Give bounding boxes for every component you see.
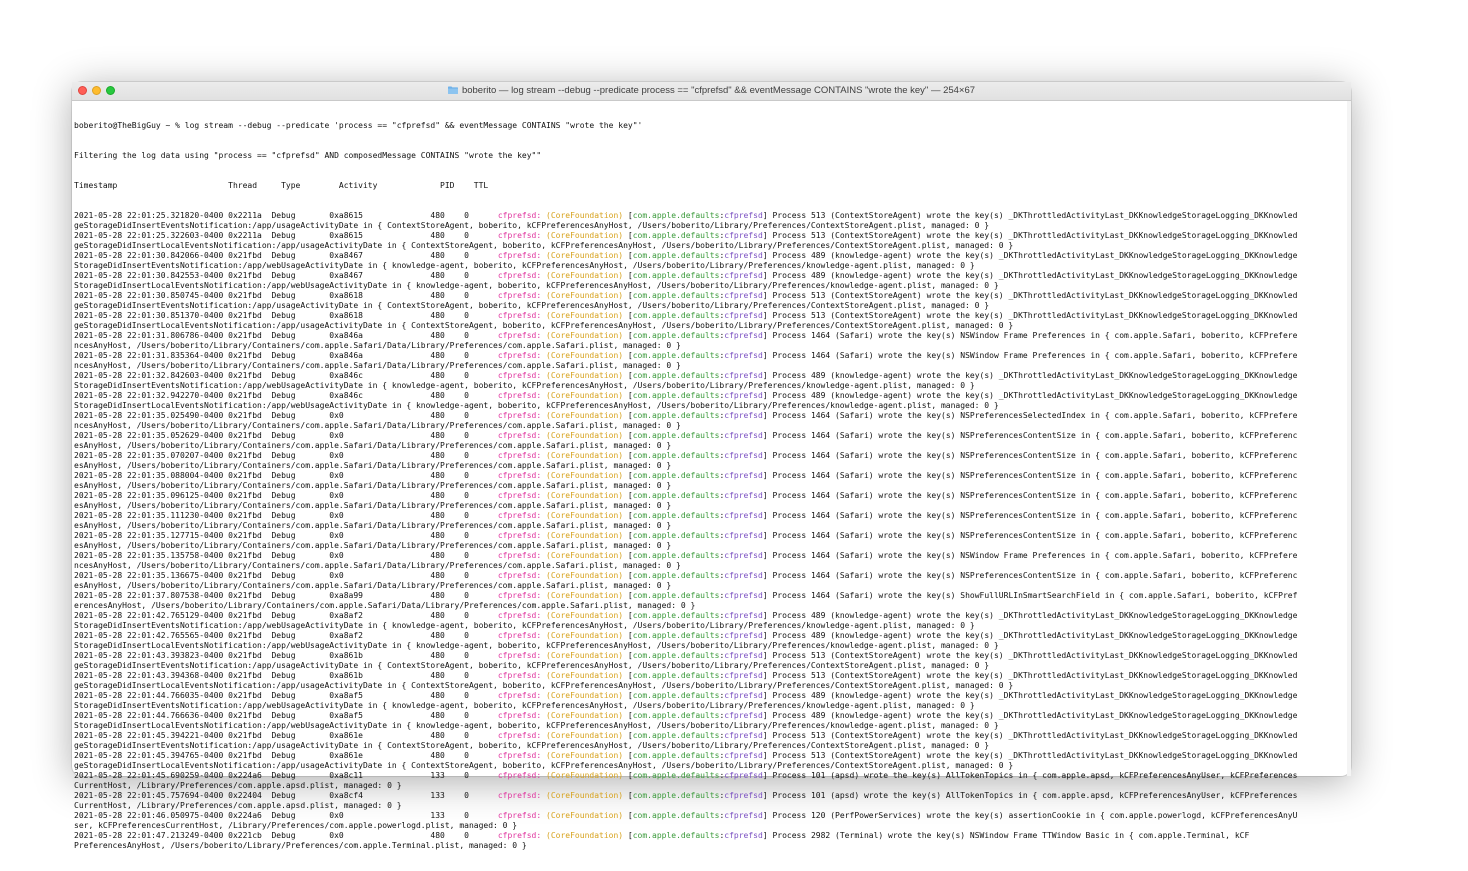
log-continuation: geStorageDidInsertEventsNotification:/app/usageActivityDate in { ContextStoreAgent, boberito, kCFPreferencesAnyHost, /Users/boberito/Library/Preferences/ContextStoreAgent.plist, managed: 0 }: [74, 301, 990, 310]
scrollbar[interactable]: [1347, 101, 1351, 776]
subsystem-name: com.apple.defaults: [632, 371, 720, 380]
log-line: 2021-05-28 22:01:42.765565-0400 0x21fbd Debug 0xa8af2 480 0 cfprefsd: (CoreFoundation) [com.apple.defaults:cfprefsd] Process 489 (knowledge-agent) wrote the key(s) _DKThrottledActivityLast_DKKnowledgeStorageLogging_DKKnowledge: [74, 631, 1298, 640]
log-continuation: ncesAnyHost, /Users/boberito/Library/Containers/com.apple.Safari/Data/Library/Preferences/com.apple.Safari.plist, managed: 0 }: [74, 421, 681, 430]
log-line: 2021-05-28 22:01:35.025490-0400 0x21fbd Debug 0x0 480 0 cfprefsd: (CoreFoundation) [com.apple.defaults:cfprefsd] Process 1464 (Safari) wrote the key(s) NSPreferencesSelectedIndex in { com.apple.Safari, boberito, kCFPrefere: [74, 411, 1298, 420]
log-message: Process 513 (ContextStoreAgent) wrote the key(s) _DKThrottledActivityLast_DKKnowledgeStorageLogging_DKKnowled: [772, 311, 1298, 320]
column-header: Timestamp Thread Type Activity PID TTL: [74, 181, 489, 190]
log-line: 2021-05-28 22:01:47.213249-0400 0x221cb Debug 0x0 480 0 cfprefsd: (CoreFoundation) [com.apple.defaults:cfprefsd] Process 2982 (Terminal) wrote the key(s) NSWindow Frame TTWindow Basic in { com.apple.Terminal, kCF: [74, 831, 1250, 840]
category-name: cfprefsd: [724, 691, 763, 700]
category-name: cfprefsd: [724, 651, 763, 660]
log-message: Process 489 (knowledge-agent) wrote the key(s) _DKThrottledActivityLast_DKKnowledgeStorageLogging_DKKnowledge: [772, 271, 1298, 280]
log-head: 2021-05-28 22:01:45.394221-0400 0x21fbd Debug 0xa861e 480 0: [74, 731, 498, 740]
log-message: Process 489 (knowledge-agent) wrote the key(s) _DKThrottledActivityLast_DKKnowledgeStorageLogging_DKKnowledge: [772, 611, 1298, 620]
log-line: 2021-05-28 22:01:31.806786-0400 0x21fbd Debug 0xa846a 480 0 cfprefsd: (CoreFoundation) [com.apple.defaults:cfprefsd] Process 1464 (Safari) wrote the key(s) NSWindow Frame Preferences in { com.apple.Safari, boberito, kCFPrefere: [74, 331, 1298, 340]
category-name: cfprefsd: [724, 251, 763, 260]
process-name: cfprefsd:: [497, 771, 542, 780]
process-name: cfprefsd:: [497, 231, 542, 240]
log-line: 2021-05-28 22:01:32.842603-0400 0x21fbd Debug 0xa846c 480 0 cfprefsd: (CoreFoundation) [com.apple.defaults:cfprefsd] Process 489 (knowledge-agent) wrote the key(s) _DKThrottledActivityLast_DKKnowledgeStorageLogging_DKKnowledge: [74, 371, 1298, 380]
window-title: [72, 82, 1351, 100]
process-name: cfprefsd:: [497, 811, 542, 820]
category-name: cfprefsd: [724, 411, 763, 420]
log-line: 2021-05-28 22:01:37.807538-0400 0x21fbd Debug 0xa8a99 480 0 cfprefsd: (CoreFoundation) [com.apple.defaults:cfprefsd] Process 1464 (Safari) wrote the key(s) ShowFullURLInSmartSearchField in { com.apple.Safari, boberito, kCFPref: [74, 591, 1298, 600]
log-head: 2021-05-28 22:01:37.807538-0400 0x21fbd Debug 0xa8a99 480 0: [74, 591, 498, 600]
log-continuation: erencesAnyHost, /Users/boberito/Library/Containers/com.apple.Safari/Data/Library/Preferences/com.apple.Safari.plist, managed: 0 }: [74, 601, 696, 610]
category-name: cfprefsd: [724, 211, 763, 220]
process-name: cfprefsd:: [497, 711, 542, 720]
log-head: 2021-05-28 22:01:43.394368-0400 0x21fbd Debug 0xa861b 480 0: [74, 671, 498, 680]
command-prompt: boberito@TheBigGuy ~ % log stream --debug --predicate 'process == "cfprefsd" && eventMessage CONTAINS "wrote the key"': [74, 121, 643, 130]
log-head: 2021-05-28 22:01:32.842603-0400 0x21fbd Debug 0xa846c 480 0: [74, 371, 498, 380]
category-name: cfprefsd: [724, 471, 763, 480]
log-message: Process 1464 (Safari) wrote the key(s) NSPreferencesSelectedIndex in { com.apple.Safari, boberito, kCFPrefere: [772, 411, 1298, 420]
log-head: 2021-05-28 22:01:31.835364-0400 0x21fbd Debug 0xa846a 480 0: [74, 351, 498, 360]
library-name: (CoreFoundation): [546, 431, 624, 440]
log-head: 2021-05-28 22:01:45.394765-0400 0x21fbd Debug 0xa861e 480 0: [74, 751, 498, 760]
process-name: cfprefsd:: [497, 211, 542, 220]
library-name: (CoreFoundation): [546, 531, 624, 540]
log-message: Process 513 (ContextStoreAgent) wrote the key(s) _DKThrottledActivityLast_DKKnowledgeStorageLogging_DKKnowled: [772, 671, 1298, 680]
log-message: Process 1464 (Safari) wrote the key(s) ShowFullURLInSmartSearchField in { com.apple.Safari, boberito, kCFPref: [772, 591, 1298, 600]
log-line: 2021-05-28 22:01:46.050975-0400 0x224a6 Debug 0x0 133 0 cfprefsd: (CoreFoundation) [com.apple.defaults:cfprefsd] Process 120 (PerfPowerServices) wrote the key(s) assertionCookie in { com.apple.powerlogd, kCFPreferencesAnyU: [74, 811, 1298, 820]
library-name: (CoreFoundation): [546, 791, 624, 800]
subsystem-name: com.apple.defaults: [632, 551, 720, 560]
process-name: cfprefsd:: [497, 531, 542, 540]
library-name: (CoreFoundation): [546, 411, 624, 420]
log-line: 2021-05-28 22:01:35.052629-0400 0x21fbd Debug 0x0 480 0 cfprefsd: (CoreFoundation) [com.apple.defaults:cfprefsd] Process 1464 (Safari) wrote the key(s) NSPreferencesContentSize in { com.apple.Safari, boberito, kCFPreferenc: [74, 431, 1298, 440]
log-continuation: StorageDidInsertEventsNotification:/app/webUsageActivityDate in { knowledge-agent, boberito, kCFPreferencesAnyHost, /Users/boberito/Library/Preferences/knowledge-agent.plist, managed: 0 }: [74, 701, 975, 710]
log-head: 2021-05-28 22:01:30.842066-0400 0x21fbd Debug 0xa8467 480 0: [74, 251, 498, 260]
subsystem-name: com.apple.defaults: [632, 651, 720, 660]
subsystem-name: com.apple.defaults: [632, 311, 720, 320]
log-message: Process 120 (PerfPowerServices) wrote the key(s) assertionCookie in { com.apple.powerlogd, kCFPreferencesAnyU: [772, 811, 1298, 820]
log-continuation: CurrentHost, /Library/Preferences/com.apple.apsd.plist, managed: 0 }: [74, 781, 402, 790]
log-line: 2021-05-28 22:01:25.322603-0400 0x2211a Debug 0xa8615 480 0 cfprefsd: (CoreFoundation) [com.apple.defaults:cfprefsd] Process 513 (ContextStoreAgent) wrote the key(s) _DKThrottledActivityLast_DKKnowledgeStorageLogging_DKKnowled: [74, 231, 1298, 240]
subsystem-name: com.apple.defaults: [632, 691, 720, 700]
category-name: cfprefsd: [724, 231, 763, 240]
subsystem-name: com.apple.defaults: [632, 671, 720, 680]
library-name: (CoreFoundation): [546, 751, 624, 760]
terminal-output[interactable]: [74, 101, 1347, 850]
process-name: cfprefsd:: [497, 791, 542, 800]
process-name: cfprefsd:: [497, 371, 542, 380]
category-name: cfprefsd: [724, 611, 763, 620]
process-name: cfprefsd:: [497, 611, 542, 620]
log-line: 2021-05-28 22:01:35.127715-0400 0x21fbd Debug 0x0 480 0 cfprefsd: (CoreFoundation) [com.apple.defaults:cfprefsd] Process 1464 (Safari) wrote the key(s) NSPreferencesContentSize in { com.apple.Safari, boberito, kCFPreferenc: [74, 531, 1298, 540]
log-message: Process 1464 (Safari) wrote the key(s) NSWindow Frame Preferences in { com.apple.Safari, boberito, kCFPrefere: [772, 331, 1298, 340]
folder-icon: [448, 86, 458, 94]
log-head: 2021-05-28 22:01:35.111230-0400 0x21fbd Debug 0x0 480 0: [74, 511, 498, 520]
log-line: 2021-05-28 22:01:31.835364-0400 0x21fbd Debug 0xa846a 480 0 cfprefsd: (CoreFoundation) [com.apple.defaults:cfprefsd] Process 1464 (Safari) wrote the key(s) NSWindow Frame Preferences in { com.apple.Safari, boberito, kCFPrefere: [74, 351, 1298, 360]
subsystem-name: com.apple.defaults: [632, 571, 720, 580]
library-name: (CoreFoundation): [546, 771, 624, 780]
log-line: 2021-05-28 22:01:32.942270-0400 0x21fbd Debug 0xa846c 480 0 cfprefsd: (CoreFoundation) [com.apple.defaults:cfprefsd] Process 489 (knowledge-agent) wrote the key(s) _DKThrottledActivityLast_DKKnowledgeStorageLogging_DKKnowledge: [74, 391, 1298, 400]
log-message: Process 1464 (Safari) wrote the key(s) NSPreferencesContentSize in { com.apple.Safari, boberito, kCFPreferenc: [772, 571, 1298, 580]
library-name: (CoreFoundation): [546, 251, 624, 260]
library-name: (CoreFoundation): [546, 391, 624, 400]
log-continuation: StorageDidInsertLocalEventsNotification:/app/webUsageActivityDate in { knowledge-agent, boberito, kCFPreferencesAnyHost, /Users/boberito/Library/Preferences/knowledge-agent.plist, managed: 0 }: [74, 401, 999, 410]
library-name: (CoreFoundation): [546, 671, 624, 680]
subsystem-name: com.apple.defaults: [632, 231, 720, 240]
library-name: (CoreFoundation): [546, 451, 624, 460]
process-name: cfprefsd:: [497, 351, 542, 360]
library-name: (CoreFoundation): [546, 691, 624, 700]
log-continuation: StorageDidInsertEventsNotification:/app/webUsageActivityDate in { knowledge-agent, boberito, kCFPreferencesAnyHost, /Users/boberito/Library/Preferences/knowledge-agent.plist, managed: 0 }: [74, 621, 975, 630]
log-continuation: geStorageDidInsertEventsNotification:/app/usageActivityDate in { ContextStoreAgent, boberito, kCFPreferencesAnyHost, /Users/boberito/Library/Preferences/ContextStoreAgent.plist, managed: 0 }: [74, 661, 990, 670]
log-head: 2021-05-28 22:01:47.213249-0400 0x221cb Debug 0x0 480 0: [74, 831, 498, 840]
log-continuation: geStorageDidInsertLocalEventsNotification:/app/usageActivityDate in { ContextStoreAgent, boberito, kCFPreferencesAnyHost, /Users/boberito/Library/Preferences/ContextStoreAgent.plist, managed: 0 }: [74, 681, 1014, 690]
title-bar[interactable]: [72, 82, 1351, 101]
log-continuation: ncesAnyHost, /Users/boberito/Library/Containers/com.apple.Safari/Data/Library/Preferences/com.apple.Safari.plist, managed: 0 }: [74, 561, 681, 570]
log-message: Process 1464 (Safari) wrote the key(s) NSPreferencesContentSize in { com.apple.Safari, boberito, kCFPreferenc: [772, 531, 1298, 540]
log-message: Process 489 (knowledge-agent) wrote the key(s) _DKThrottledActivityLast_DKKnowledgeStorageLogging_DKKnowledge: [772, 371, 1298, 380]
process-name: cfprefsd:: [497, 391, 542, 400]
category-name: cfprefsd: [724, 711, 763, 720]
log-head: 2021-05-28 22:01:35.127715-0400 0x21fbd Debug 0x0 480 0: [74, 531, 498, 540]
log-continuation: StorageDidInsertLocalEventsNotification:/app/webUsageActivityDate in { knowledge-agent, boberito, kCFPreferencesAnyHost, /Users/boberito/Library/Preferences/knowledge-agent.plist, managed: 0 }: [74, 281, 999, 290]
process-name: cfprefsd:: [497, 631, 542, 640]
log-line: 2021-05-28 22:01:42.765129-0400 0x21fbd Debug 0xa8af2 480 0 cfprefsd: (CoreFoundation) [com.apple.defaults:cfprefsd] Process 489 (knowledge-agent) wrote the key(s) _DKThrottledActivityLast_DKKnowledgeStorageLogging_DKKnowledge: [74, 611, 1298, 620]
log-line: 2021-05-28 22:01:43.394368-0400 0x21fbd Debug 0xa861b 480 0 cfprefsd: (CoreFoundation) [com.apple.defaults:cfprefsd] Process 513 (ContextStoreAgent) wrote the key(s) _DKThrottledActivityLast_DKKnowledgeStorageLogging_DKKnowled: [74, 671, 1298, 680]
terminal-window[interactable]: [72, 82, 1351, 850]
log-line: 2021-05-28 22:01:44.766636-0400 0x21fbd Debug 0xa8af5 480 0 cfprefsd: (CoreFoundation) [com.apple.defaults:cfprefsd] Process 489 (knowledge-agent) wrote the key(s) _DKThrottledActivityLast_DKKnowledgeStorageLogging_DKKnowledge: [74, 711, 1298, 720]
library-name: (CoreFoundation): [546, 591, 624, 600]
process-name: cfprefsd:: [497, 831, 542, 840]
subsystem-name: com.apple.defaults: [632, 451, 720, 460]
log-continuation: esAnyHost, /Users/boberito/Library/Containers/com.apple.Safari/Data/Library/Preferences/com.apple.Safari.plist, managed: 0 }: [74, 501, 672, 510]
library-name: (CoreFoundation): [546, 571, 624, 580]
log-message: Process 513 (ContextStoreAgent) wrote the key(s) _DKThrottledActivityLast_DKKnowledgeStorageLogging_DKKnowled: [772, 211, 1298, 220]
log-continuation: StorageDidInsertLocalEventsNotification:/app/webUsageActivityDate in { knowledge-agent, boberito, kCFPreferencesAnyHost, /Users/boberito/Library/Preferences/knowledge-agent.plist, managed: 0 }: [74, 641, 999, 650]
log-head: 2021-05-28 22:01:35.136675-0400 0x21fbd Debug 0x0 480 0: [74, 571, 498, 580]
log-message: Process 489 (knowledge-agent) wrote the key(s) _DKThrottledActivityLast_DKKnowledgeStorageLogging_DKKnowledge: [772, 391, 1298, 400]
process-name: cfprefsd:: [497, 491, 542, 500]
log-line: 2021-05-28 22:01:45.394765-0400 0x21fbd Debug 0xa861e 480 0 cfprefsd: (CoreFoundation) [com.apple.defaults:cfprefsd] Process 513 (ContextStoreAgent) wrote the key(s) _DKThrottledActivityLast_DKKnowledgeStorageLogging_DKKnowled: [74, 751, 1298, 760]
process-name: cfprefsd:: [497, 551, 542, 560]
subsystem-name: com.apple.defaults: [632, 271, 720, 280]
process-name: cfprefsd:: [497, 411, 542, 420]
log-continuation: esAnyHost, /Users/boberito/Library/Containers/com.apple.Safari/Data/Library/Preferences/com.apple.Safari.plist, managed: 0 }: [74, 521, 672, 530]
log-line: 2021-05-28 22:01:45.394221-0400 0x21fbd Debug 0xa861e 480 0 cfprefsd: (CoreFoundation) [com.apple.defaults:cfprefsd] Process 513 (ContextStoreAgent) wrote the key(s) _DKThrottledActivityLast_DKKnowledgeStorageLogging_DKKnowled: [74, 731, 1298, 740]
log-continuation: esAnyHost, /Users/boberito/Library/Containers/com.apple.Safari/Data/Library/Preferences/com.apple.Safari.plist, managed: 0 }: [74, 581, 672, 590]
subsystem-name: com.apple.defaults: [632, 351, 720, 360]
category-name: cfprefsd: [724, 291, 763, 300]
category-name: cfprefsd: [724, 531, 763, 540]
subsystem-name: com.apple.defaults: [632, 431, 720, 440]
log-continuation: esAnyHost, /Users/boberito/Library/Containers/com.apple.Safari/Data/Library/Preferences/com.apple.Safari.plist, managed: 0 }: [74, 461, 672, 470]
log-message: Process 2982 (Terminal) wrote the key(s) NSWindow Frame TTWindow Basic in { com.apple.Terminal, kCF: [772, 831, 1250, 840]
log-line: 2021-05-28 22:01:30.842553-0400 0x21fbd Debug 0xa8467 480 0 cfprefsd: (CoreFoundation) [com.apple.defaults:cfprefsd] Process 489 (knowledge-agent) wrote the key(s) _DKThrottledActivityLast_DKKnowledgeStorageLogging_DKKnowledge: [74, 271, 1298, 280]
log-head: 2021-05-28 22:01:44.766636-0400 0x21fbd Debug 0xa8af5 480 0: [74, 711, 498, 720]
category-name: cfprefsd: [724, 391, 763, 400]
library-name: (CoreFoundation): [546, 291, 624, 300]
process-name: cfprefsd:: [497, 691, 542, 700]
log-head: 2021-05-28 22:01:30.842553-0400 0x21fbd Debug 0xa8467 480 0: [74, 271, 498, 280]
category-name: cfprefsd: [724, 271, 763, 280]
category-name: cfprefsd: [724, 791, 763, 800]
log-message: Process 1464 (Safari) wrote the key(s) NSPreferencesContentSize in { com.apple.Safari, boberito, kCFPreferenc: [772, 511, 1298, 520]
library-name: (CoreFoundation): [546, 511, 624, 520]
log-message: Process 489 (knowledge-agent) wrote the key(s) _DKThrottledActivityLast_DKKnowledgeStorageLogging_DKKnowledge: [772, 691, 1298, 700]
log-continuation: PreferencesAnyHost, /Users/boberito/Library/Preferences/com.apple.Terminal.plist, managed: 0 }: [74, 841, 527, 850]
category-name: cfprefsd: [724, 311, 763, 320]
category-name: cfprefsd: [724, 631, 763, 640]
process-name: cfprefsd:: [497, 671, 542, 680]
subsystem-name: com.apple.defaults: [632, 731, 720, 740]
process-name: cfprefsd:: [497, 751, 542, 760]
subsystem-name: com.apple.defaults: [632, 771, 720, 780]
category-name: cfprefsd: [724, 771, 763, 780]
log-continuation: esAnyHost, /Users/boberito/Library/Containers/com.apple.Safari/Data/Library/Preferences/com.apple.Safari.plist, managed: 0 }: [74, 481, 672, 490]
log-message: Process 513 (ContextStoreAgent) wrote the key(s) _DKThrottledActivityLast_DKKnowledgeStorageLogging_DKKnowled: [772, 651, 1298, 660]
log-head: 2021-05-28 22:01:30.850745-0400 0x21fbd Debug 0xa8618 480 0: [74, 291, 498, 300]
log-continuation: StorageDidInsertLocalEventsNotification:/app/webUsageActivityDate in { knowledge-agent, boberito, kCFPreferencesAnyHost, /Users/boberito/Library/Preferences/knowledge-agent.plist, managed: 0 }: [74, 721, 999, 730]
process-name: cfprefsd:: [497, 571, 542, 580]
process-name: cfprefsd:: [497, 291, 542, 300]
log-continuation: CurrentHost, /Library/Preferences/com.apple.apsd.plist, managed: 0 }: [74, 801, 402, 810]
log-line: 2021-05-28 22:01:44.766035-0400 0x21fbd Debug 0xa8af5 480 0 cfprefsd: (CoreFoundation) [com.apple.defaults:cfprefsd] Process 489 (knowledge-agent) wrote the key(s) _DKThrottledActivityLast_DKKnowledgeStorageLogging_DKKnowledge: [74, 691, 1298, 700]
log-message: Process 489 (knowledge-agent) wrote the key(s) _DKThrottledActivityLast_DKKnowledgeStorageLogging_DKKnowledge: [772, 631, 1298, 640]
subsystem-name: com.apple.defaults: [632, 831, 720, 840]
log-head: 2021-05-28 22:01:35.135758-0400 0x21fbd Debug 0x0 480 0: [74, 551, 498, 560]
subsystem-name: com.apple.defaults: [632, 791, 720, 800]
log-head: 2021-05-28 22:01:35.025490-0400 0x21fbd Debug 0x0 480 0: [74, 411, 498, 420]
log-head: 2021-05-28 22:01:25.321820-0400 0x2211a Debug 0xa8615 480 0: [74, 211, 498, 220]
log-head: 2021-05-28 22:01:32.942270-0400 0x21fbd Debug 0xa846c 480 0: [74, 391, 498, 400]
log-line: 2021-05-28 22:01:25.321820-0400 0x2211a Debug 0xa8615 480 0 cfprefsd: (CoreFoundation) [com.apple.defaults:cfprefsd] Process 513 (ContextStoreAgent) wrote the key(s) _DKThrottledActivityLast_DKKnowledgeStorageLogging_DKKnowled: [74, 211, 1298, 220]
log-head: 2021-05-28 22:01:31.806786-0400 0x21fbd Debug 0xa846a 480 0: [74, 331, 498, 340]
process-name: cfprefsd:: [497, 511, 542, 520]
library-name: (CoreFoundation): [546, 491, 624, 500]
subsystem-name: com.apple.defaults: [632, 811, 720, 820]
log-message: Process 1464 (Safari) wrote the key(s) NSWindow Frame Preferences in { com.apple.Safari, boberito, kCFPrefere: [772, 351, 1298, 360]
log-message: Process 1464 (Safari) wrote the key(s) NSPreferencesContentSize in { com.apple.Safari, boberito, kCFPreferenc: [772, 471, 1298, 480]
subsystem-name: com.apple.defaults: [632, 711, 720, 720]
process-name: cfprefsd:: [497, 251, 542, 260]
subsystem-name: com.apple.defaults: [632, 751, 720, 760]
subsystem-name: com.apple.defaults: [632, 391, 720, 400]
log-head: 2021-05-28 22:01:35.088004-0400 0x21fbd Debug 0x0 480 0: [74, 471, 498, 480]
library-name: (CoreFoundation): [546, 731, 624, 740]
category-name: cfprefsd: [724, 671, 763, 680]
log-head: 2021-05-28 22:01:44.766035-0400 0x21fbd Debug 0xa8af5 480 0: [74, 691, 498, 700]
process-name: cfprefsd:: [497, 731, 542, 740]
log-head: 2021-05-28 22:01:45.757694-0400 0x22404 Debug 0xa8cf4 133 0: [74, 791, 498, 800]
subsystem-name: com.apple.defaults: [632, 631, 720, 640]
library-name: (CoreFoundation): [546, 551, 624, 560]
category-name: cfprefsd: [724, 351, 763, 360]
category-name: cfprefsd: [724, 431, 763, 440]
log-continuation: ncesAnyHost, /Users/boberito/Library/Containers/com.apple.Safari/Data/Library/Preferences/com.apple.Safari.plist, managed: 0 }: [74, 361, 681, 370]
log-head: 2021-05-28 22:01:42.765129-0400 0x21fbd Debug 0xa8af2 480 0: [74, 611, 498, 620]
library-name: (CoreFoundation): [546, 471, 624, 480]
library-name: (CoreFoundation): [546, 311, 624, 320]
log-continuation: geStorageDidInsertEventsNotification:/app/usageActivityDate in { ContextStoreAgent, boberito, kCFPreferencesAnyHost, /Users/boberito/Library/Preferences/ContextStoreAgent.plist, managed: 0 }: [74, 741, 990, 750]
category-name: cfprefsd: [724, 451, 763, 460]
log-message: Process 101 (apsd) wrote the key(s) AllTokenTopics in { com.apple.apsd, kCFPreferencesAnyUser, kCFPreferences: [772, 791, 1298, 800]
log-continuation: StorageDidInsertEventsNotification:/app/webUsageActivityDate in { knowledge-agent, boberito, kCFPreferencesAnyHost, /Users/boberito/Library/Preferences/knowledge-agent.plist, managed: 0 }: [74, 261, 975, 270]
log-head: 2021-05-28 22:01:30.851370-0400 0x21fbd Debug 0xa8618 480 0: [74, 311, 498, 320]
library-name: (CoreFoundation): [546, 231, 624, 240]
log-head: 2021-05-28 22:01:35.096125-0400 0x21fbd Debug 0x0 480 0: [74, 491, 498, 500]
library-name: (CoreFoundation): [546, 631, 624, 640]
log-continuation: esAnyHost, /Users/boberito/Library/Containers/com.apple.Safari/Data/Library/Preferences/com.apple.Safari.plist, managed: 0 }: [74, 441, 672, 450]
log-head: 2021-05-28 22:01:25.322603-0400 0x2211a Debug 0xa8615 480 0: [74, 231, 498, 240]
library-name: (CoreFoundation): [546, 831, 624, 840]
category-name: cfprefsd: [724, 731, 763, 740]
log-line: 2021-05-28 22:01:43.393823-0400 0x21fbd Debug 0xa861b 480 0 cfprefsd: (CoreFoundation) [com.apple.defaults:cfprefsd] Process 513 (ContextStoreAgent) wrote the key(s) _DKThrottledActivityLast_DKKnowledgeStorageLogging_DKKnowled: [74, 651, 1298, 660]
category-name: cfprefsd: [724, 491, 763, 500]
log-continuation: geStorageDidInsertLocalEventsNotification:/app/usageActivityDate in { ContextStoreAgent, boberito, kCFPreferencesAnyHost, /Users/boberito/Library/Preferences/ContextStoreAgent.plist, managed: 0 }: [74, 761, 1014, 770]
filter-notice: Filtering the log data using "process == "cfprefsd" AND composedMessage CONTAINS "wrote the key"": [74, 151, 542, 160]
log-message: Process 1464 (Safari) wrote the key(s) NSWindow Frame Preferences in { com.apple.Safari, boberito, kCFPrefere: [772, 551, 1298, 560]
process-name: cfprefsd:: [497, 471, 542, 480]
process-name: cfprefsd:: [497, 651, 542, 660]
log-message: Process 1464 (Safari) wrote the key(s) NSPreferencesContentSize in { com.apple.Safari, boberito, kCFPreferenc: [772, 491, 1298, 500]
log-message: Process 513 (ContextStoreAgent) wrote the key(s) _DKThrottledActivityLast_DKKnowledgeStorageLogging_DKKnowled: [772, 731, 1298, 740]
library-name: (CoreFoundation): [546, 351, 624, 360]
category-name: cfprefsd: [724, 831, 763, 840]
library-name: (CoreFoundation): [546, 371, 624, 380]
log-line: 2021-05-28 22:01:35.070207-0400 0x21fbd Debug 0x0 480 0 cfprefsd: (CoreFoundation) [com.apple.defaults:cfprefsd] Process 1464 (Safari) wrote the key(s) NSPreferencesContentSize in { com.apple.Safari, boberito, kCFPreferenc: [74, 451, 1298, 460]
subsystem-name: com.apple.defaults: [632, 331, 720, 340]
library-name: (CoreFoundation): [546, 331, 624, 340]
log-head: 2021-05-28 22:01:43.393823-0400 0x21fbd Debug 0xa861b 480 0: [74, 651, 498, 660]
log-continuation: esAnyHost, /Users/boberito/Library/Containers/com.apple.Safari/Data/Library/Preferences/com.apple.Safari.plist, managed: 0 }: [74, 541, 672, 550]
process-name: cfprefsd:: [497, 311, 542, 320]
log-continuation: geStorageDidInsertEventsNotification:/app/usageActivityDate in { ContextStoreAgent, boberito, kCFPreferencesAnyHost, /Users/boberito/Library/Preferences/ContextStoreAgent.plist, managed: 0 }: [74, 221, 990, 230]
log-line: 2021-05-28 22:01:30.850745-0400 0x21fbd Debug 0xa8618 480 0 cfprefsd: (CoreFoundation) [com.apple.defaults:cfprefsd] Process 513 (ContextStoreAgent) wrote the key(s) _DKThrottledActivityLast_DKKnowledgeStorageLogging_DKKnowled: [74, 291, 1298, 300]
process-name: cfprefsd:: [497, 431, 542, 440]
log-message: Process 1464 (Safari) wrote the key(s) NSPreferencesContentSize in { com.apple.Safari, boberito, kCFPreferenc: [772, 431, 1298, 440]
log-line: 2021-05-28 22:01:30.851370-0400 0x21fbd Debug 0xa8618 480 0 cfprefsd: (CoreFoundation) [com.apple.defaults:cfprefsd] Process 513 (ContextStoreAgent) wrote the key(s) _DKThrottledActivityLast_DKKnowledgeStorageLogging_DKKnowled: [74, 311, 1298, 320]
category-name: cfprefsd: [724, 751, 763, 760]
subsystem-name: com.apple.defaults: [632, 211, 720, 220]
subsystem-name: com.apple.defaults: [632, 251, 720, 260]
log-line: 2021-05-28 22:01:35.088004-0400 0x21fbd Debug 0x0 480 0 cfprefsd: (CoreFoundation) [com.apple.defaults:cfprefsd] Process 1464 (Safari) wrote the key(s) NSPreferencesContentSize in { com.apple.Safari, boberito, kCFPreferenc: [74, 471, 1298, 480]
subsystem-name: com.apple.defaults: [632, 471, 720, 480]
category-name: cfprefsd: [724, 591, 763, 600]
log-continuation: ser, kCFPreferencesCurrentHost, /Library/Preferences/com.apple.powerlogd.plist, managed: 0 }: [74, 821, 518, 830]
subsystem-name: com.apple.defaults: [632, 491, 720, 500]
log-line: 2021-05-28 22:01:35.096125-0400 0x21fbd Debug 0x0 480 0 cfprefsd: (CoreFoundation) [com.apple.defaults:cfprefsd] Process 1464 (Safari) wrote the key(s) NSPreferencesContentSize in { com.apple.Safari, boberito, kCFPreferenc: [74, 491, 1298, 500]
window-title-text: boberito — log stream --debug --predicate process == "cfprefsd" && eventMessage CONTAINS "wrote the key" — 254×67: [461, 85, 976, 96]
log-line: 2021-05-28 22:01:35.135758-0400 0x21fbd Debug 0x0 480 0 cfprefsd: (CoreFoundation) [com.apple.defaults:cfprefsd] Process 1464 (Safari) wrote the key(s) NSWindow Frame Preferences in { com.apple.Safari, boberito, kCFPrefere: [74, 551, 1298, 560]
subsystem-name: com.apple.defaults: [632, 531, 720, 540]
category-name: cfprefsd: [724, 811, 763, 820]
subsystem-name: com.apple.defaults: [632, 591, 720, 600]
category-name: cfprefsd: [724, 571, 763, 580]
subsystem-name: com.apple.defaults: [632, 411, 720, 420]
library-name: (CoreFoundation): [546, 211, 624, 220]
process-name: cfprefsd:: [497, 591, 542, 600]
category-name: cfprefsd: [724, 331, 763, 340]
library-name: (CoreFoundation): [546, 651, 624, 660]
log-head: 2021-05-28 22:01:42.765565-0400 0x21fbd Debug 0xa8af2 480 0: [74, 631, 498, 640]
subsystem-name: com.apple.defaults: [632, 511, 720, 520]
subsystem-name: com.apple.defaults: [632, 611, 720, 620]
log-message: Process 513 (ContextStoreAgent) wrote the key(s) _DKThrottledActivityLast_DKKnowledgeStorageLogging_DKKnowled: [772, 751, 1298, 760]
log-message: Process 513 (ContextStoreAgent) wrote the key(s) _DKThrottledActivityLast_DKKnowledgeStorageLogging_DKKnowled: [772, 231, 1298, 240]
log-line: 2021-05-28 22:01:30.842066-0400 0x21fbd Debug 0xa8467 480 0 cfprefsd: (CoreFoundation) [com.apple.defaults:cfprefsd] Process 489 (knowledge-agent) wrote the key(s) _DKThrottledActivityLast_DKKnowledgeStorageLogging_DKKnowledge: [74, 251, 1298, 260]
log-line: 2021-05-28 22:01:35.111230-0400 0x21fbd Debug 0x0 480 0 cfprefsd: (CoreFoundation) [com.apple.defaults:cfprefsd] Process 1464 (Safari) wrote the key(s) NSPreferencesContentSize in { com.apple.Safari, boberito, kCFPreferenc: [74, 511, 1298, 520]
log-line: 2021-05-28 22:01:35.136675-0400 0x21fbd Debug 0x0 480 0 cfprefsd: (CoreFoundation) [com.apple.defaults:cfprefsd] Process 1464 (Safari) wrote the key(s) NSPreferencesContentSize in { com.apple.Safari, boberito, kCFPreferenc: [74, 571, 1298, 580]
log-continuation: geStorageDidInsertLocalEventsNotification:/app/usageActivityDate in { ContextStoreAgent, boberito, kCFPreferencesAnyHost, /Users/boberito/Library/Preferences/ContextStoreAgent.plist, managed: 0 }: [74, 241, 1014, 250]
log-message: Process 513 (ContextStoreAgent) wrote the key(s) _DKThrottledActivityLast_DKKnowledgeStorageLogging_DKKnowled: [772, 291, 1298, 300]
library-name: (CoreFoundation): [546, 611, 624, 620]
library-name: (CoreFoundation): [546, 271, 624, 280]
subsystem-name: com.apple.defaults: [632, 291, 720, 300]
log-head: 2021-05-28 22:01:35.052629-0400 0x21fbd Debug 0x0 480 0: [74, 431, 498, 440]
log-message: Process 489 (knowledge-agent) wrote the key(s) _DKThrottledActivityLast_DKKnowledgeStorageLogging_DKKnowledge: [772, 711, 1298, 720]
process-name: cfprefsd:: [497, 331, 542, 340]
log-line: 2021-05-28 22:01:45.690259-0400 0x224a6 Debug 0xa8c11 133 0 cfprefsd: (CoreFoundation) [com.apple.defaults:cfprefsd] Process 101 (apsd) wrote the key(s) AllTokenTopics in { com.apple.apsd, kCFPreferencesAnyUser, kCFPreferences: [74, 771, 1298, 780]
process-name: cfprefsd:: [497, 451, 542, 460]
category-name: cfprefsd: [724, 511, 763, 520]
library-name: (CoreFoundation): [546, 711, 624, 720]
category-name: cfprefsd: [724, 371, 763, 380]
log-entries: [74, 211, 1347, 851]
log-continuation: StorageDidInsertEventsNotification:/app/webUsageActivityDate in { knowledge-agent, boberito, kCFPreferencesAnyHost, /Users/boberito/Library/Preferences/knowledge-agent.plist, managed: 0 }: [74, 381, 975, 390]
process-name: cfprefsd:: [497, 271, 542, 280]
log-message: Process 101 (apsd) wrote the key(s) AllTokenTopics in { com.apple.apsd, kCFPreferencesAnyUser, kCFPreferences: [772, 771, 1298, 780]
log-head: 2021-05-28 22:01:35.070207-0400 0x21fbd Debug 0x0 480 0: [74, 451, 498, 460]
log-message: Process 1464 (Safari) wrote the key(s) NSPreferencesContentSize in { com.apple.Safari, boberito, kCFPreferenc: [772, 451, 1298, 460]
log-continuation: geStorageDidInsertLocalEventsNotification:/app/usageActivityDate in { ContextStoreAgent, boberito, kCFPreferencesAnyHost, /Users/boberito/Library/Preferences/ContextStoreAgent.plist, managed: 0 }: [74, 321, 1014, 330]
library-name: (CoreFoundation): [546, 811, 624, 820]
log-continuation: ncesAnyHost, /Users/boberito/Library/Containers/com.apple.Safari/Data/Library/Preferences/com.apple.Safari.plist, managed: 0 }: [74, 341, 681, 350]
log-line: 2021-05-28 22:01:45.757694-0400 0x22404 Debug 0xa8cf4 133 0 cfprefsd: (CoreFoundation) [com.apple.defaults:cfprefsd] Process 101 (apsd) wrote the key(s) AllTokenTopics in { com.apple.apsd, kCFPreferencesAnyUser, kCFPreferences: [74, 791, 1298, 800]
log-head: 2021-05-28 22:01:46.050975-0400 0x224a6 Debug 0x0 133 0: [74, 811, 498, 820]
log-message: Process 489 (knowledge-agent) wrote the key(s) _DKThrottledActivityLast_DKKnowledgeStorageLogging_DKKnowledge: [772, 251, 1298, 260]
category-name: cfprefsd: [724, 551, 763, 560]
log-head: 2021-05-28 22:01:45.690259-0400 0x224a6 Debug 0xa8c11 133 0: [74, 771, 498, 780]
